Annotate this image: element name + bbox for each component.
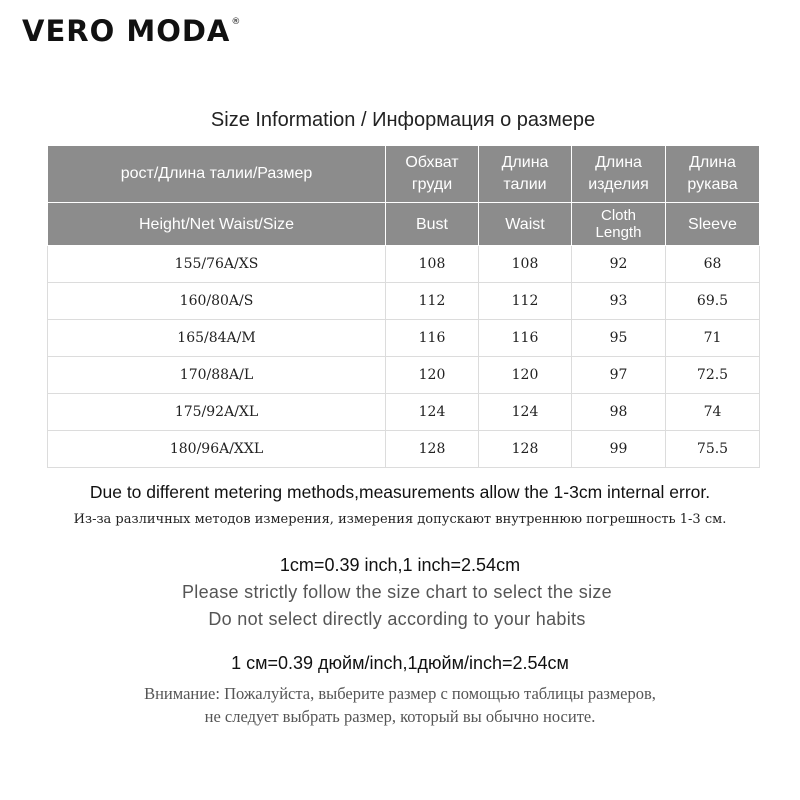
bust-cell: 112 xyxy=(386,283,479,320)
registered-mark: ® xyxy=(231,17,242,27)
bust-cell: 116 xyxy=(386,320,479,357)
table-header xyxy=(48,146,760,246)
waist-cell: 124 xyxy=(479,394,572,431)
header-row-russian xyxy=(48,146,760,203)
header-length-ru-text: Длина изделия xyxy=(588,154,649,193)
sleeve-cell: 69.5 xyxy=(666,283,760,320)
header-bust-ru-text: Обхват груди xyxy=(405,154,459,193)
length-cell: 95 xyxy=(572,320,666,357)
waist-cell: 116 xyxy=(479,320,572,357)
sleeve-cell: 74 xyxy=(666,394,760,431)
table-row xyxy=(48,320,760,357)
measurement-error-note-en: Due to different metering methods,measurements allow the 1-3cm internal error. xyxy=(89,482,711,502)
bust-cell: 124 xyxy=(386,394,479,431)
header-waist-ru-text: Длина талии xyxy=(501,154,549,193)
waist-cell: 108 xyxy=(479,246,572,283)
size-cell: 180/96A/XXL xyxy=(48,431,386,468)
table-row xyxy=(48,283,760,320)
bust-cell: 120 xyxy=(386,357,479,394)
header-bust-ru xyxy=(386,146,479,203)
size-advice-line-2: Do not select directly according to your habits xyxy=(208,609,586,629)
brand-name: VERO MODA xyxy=(22,14,231,48)
header-sleeve-ru xyxy=(666,146,760,203)
unit-conversion-en: 1cm=0.39 inch,1 inch=2.54cm xyxy=(279,555,521,575)
header-row-english xyxy=(48,203,760,246)
table-body xyxy=(48,246,760,468)
table-row xyxy=(48,394,760,431)
unit-conversion-ru: 1 см=0.39 дюйм/inch,1дюйм/inch=2.54см xyxy=(231,653,569,673)
sleeve-cell: 68 xyxy=(666,246,760,283)
header-bust-en: Bust xyxy=(386,203,479,246)
brand-logo xyxy=(22,14,241,48)
length-cell: 92 xyxy=(572,246,666,283)
waist-cell: 120 xyxy=(479,357,572,394)
warning-line-2: не следует выбрать размер, который вы обычно носите. xyxy=(204,707,596,726)
size-advice-line-1: Please strictly follow the size chart to select the size xyxy=(182,582,612,602)
header-size-ru: рост/Длина талии/Размер xyxy=(48,146,386,203)
header-sleeve-en: Sleeve xyxy=(666,203,760,246)
size-cell: 165/84A/M xyxy=(48,320,386,357)
header-sleeve-ru-text: Длина рукава xyxy=(687,154,738,193)
length-cell: 99 xyxy=(572,431,666,468)
size-chart-table xyxy=(47,145,760,468)
sleeve-cell: 72.5 xyxy=(666,357,760,394)
table-row xyxy=(48,357,760,394)
table-row xyxy=(48,246,760,283)
header-size-en: Height/Net Waist/Size xyxy=(48,203,386,246)
header-length-ru xyxy=(572,146,666,203)
measurement-error-note-ru: Из-за различных методов измерения, измерения допускают внутреннюю погрешность 1-3 см. xyxy=(73,512,727,527)
page-title: Size Information / Информация о размере xyxy=(210,109,596,131)
bust-cell: 128 xyxy=(386,431,479,468)
header-length-en xyxy=(572,203,666,246)
size-cell: 175/92A/XL xyxy=(48,394,386,431)
warning-line-1: Внимание: Пожалуйста, выберите размер с помощью таблицы размеров, xyxy=(144,684,656,703)
waist-cell: 128 xyxy=(479,431,572,468)
size-cell: 170/88A/L xyxy=(48,357,386,394)
sleeve-cell: 71 xyxy=(666,320,760,357)
header-waist-ru xyxy=(479,146,572,203)
table-row xyxy=(48,431,760,468)
bust-cell: 108 xyxy=(386,246,479,283)
length-cell: 97 xyxy=(572,357,666,394)
sleeve-cell: 75.5 xyxy=(666,431,760,468)
length-cell: 93 xyxy=(572,283,666,320)
size-cell: 155/76A/XS xyxy=(48,246,386,283)
header-waist-en: Waist xyxy=(479,203,572,246)
waist-cell: 112 xyxy=(479,283,572,320)
size-cell: 160/80A/S xyxy=(48,283,386,320)
header-length-en-text: Cloth Length xyxy=(595,207,642,241)
length-cell: 98 xyxy=(572,394,666,431)
